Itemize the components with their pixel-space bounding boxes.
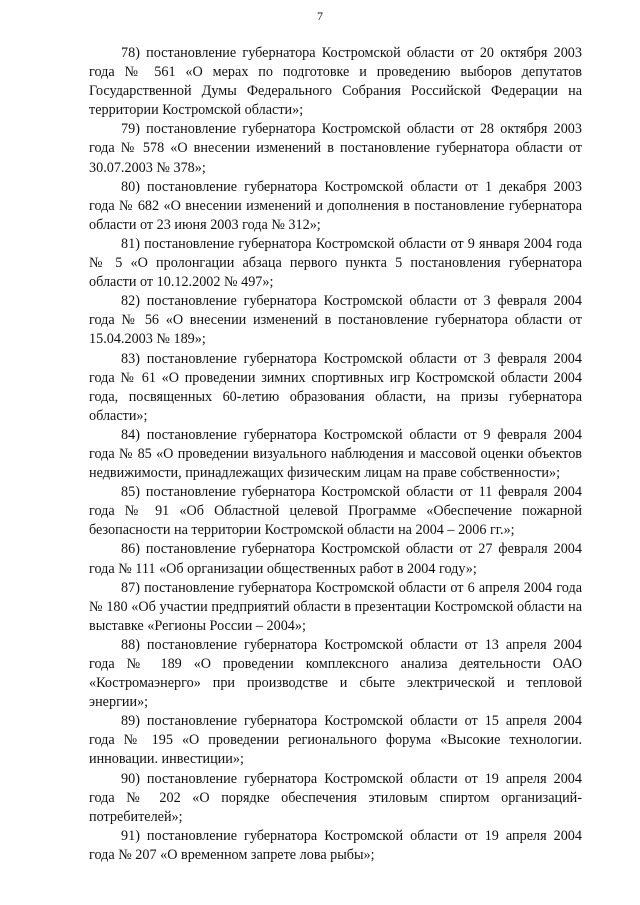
list-item: 90) постановление губернатора Костромской области от 19 апреля 2004 года № 202 «О порядке обеспечения этиловым спиртом организаций-потребителей»; (89, 770, 582, 825)
list-item: 78) постановление губернатора Костромской области от 20 октября 2003 года № 561 «О мерах по подготовке и проведению выборов депутатов Государственной Думы Федерального Собрания Российской Федерации на территории Костромской области»; (89, 45, 582, 119)
list-item: 89) постановление губернатора Костромской области от 15 апреля 2004 года № 195 «О проведении регионального форума «Высокие технологии. инновации. инвестиции»; (89, 713, 582, 768)
list-item: 79) постановление губернатора Костромской области от 28 октября 2003 года № 578 «О внесении изменений в постановление губернатора области от 30.07.2003 № 378»; (89, 121, 582, 176)
list-item: 88) постановление губернатора Костромской области от 13 апреля 2004 года № 189 «О проведении комплексного анализа деятельности ОАО «Костромаэнерго» при производстве и сбыте электрической и тепловой энергии»; (89, 636, 582, 711)
list-item: 86) постановление губернатора Костромской области от 27 февраля 2004 года № 111 «Об организации общественных работ в 2004 году»; (89, 541, 582, 577)
list-item: 91) постановление губернатора Костромской области от 19 апреля 2004 года № 207 «О временном запрете лова рыбы»; (89, 827, 582, 863)
list-item: 84) постановление губернатора Костромской области от 9 февраля 2004 года № 85 «О проведении визуального наблюдения и массовой оценки объектов недвижимости, принадлежащих физическим лицам на праве собственности»; (89, 426, 582, 482)
list-item: 85) постановление губернатора Костромской области от 11 февраля 2004 года № 91 «Об Областной целевой Программе «Обеспечение пожарной безопасности на территории Костромской области на 2004 – 2006 гг.»; (89, 484, 582, 539)
list-item: 83) постановление губернатора Костромской области от 3 февраля 2004 года № 61 «О проведении зимних спортивных игр Костромской области 2004 года, посвященных 60-летию образования области, на призы губернатора области»; (89, 350, 582, 424)
list-item: 80) постановление губернатора Костромской области от 1 декабря 2003 года № 682 «О внесении изменений и дополнения в постановление губернатора области от 23 июня 2003 года № 312»; (89, 178, 582, 233)
list-item: 82) постановление губернатора Костромской области от 3 февраля 2004 года № 56 «О внесении изменений в постановление губернатора области от 15.04.2003 № 189»; (89, 293, 582, 348)
document-body (89, 44, 582, 865)
list-item: 87) постановление губернатора Костромской области от 6 апреля 2004 года № 180 «Об участии предприятий области в презентации Костромской области на выставке «Регионы России – 2004»; (89, 579, 582, 634)
page-number: 7 (317, 9, 323, 23)
list-item: 81) постановление губернатора Костромской области от 9 января 2004 года № 5 «О пролонгации абзаца первого пункта 5 постановления губернатора области от 10.12.2002 № 497»; (89, 235, 582, 291)
